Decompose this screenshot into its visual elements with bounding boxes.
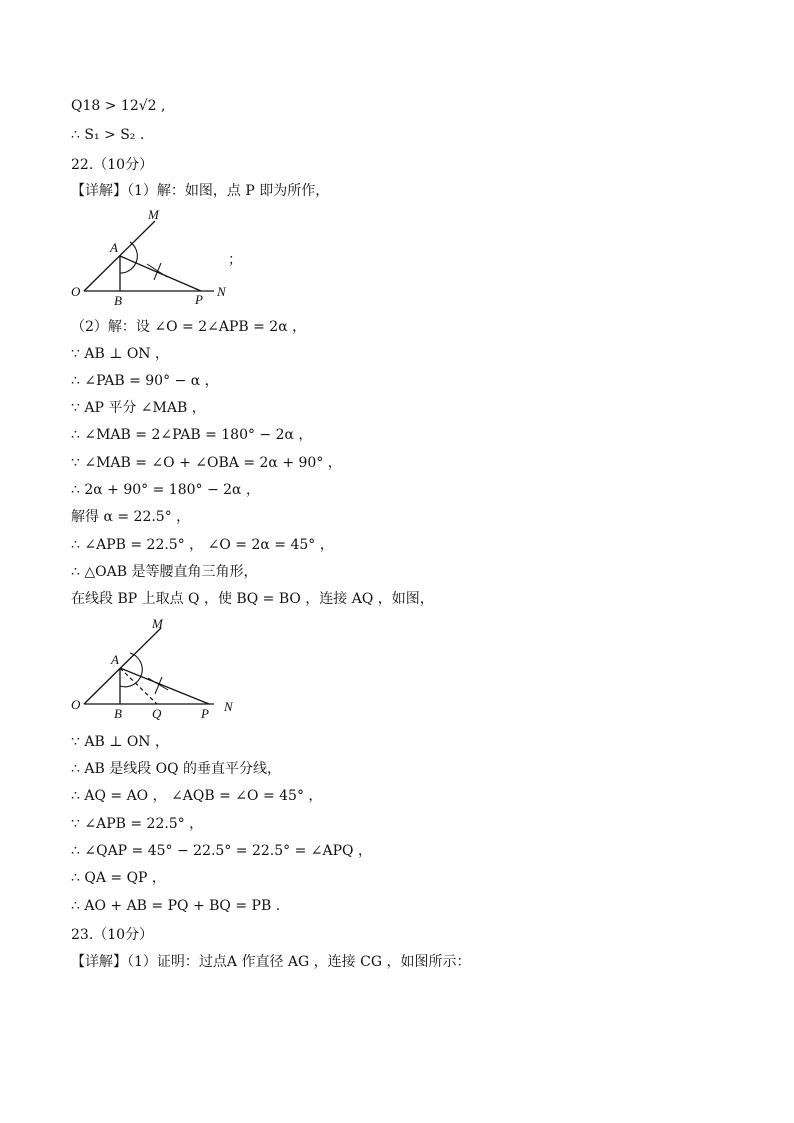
label-n: N (224, 699, 233, 714)
label-o: O (71, 284, 81, 299)
text-line-19: ∵ ∠APB = 22.5° ， (71, 816, 204, 832)
label-p: P (195, 292, 203, 307)
text-line-6: ∵ AB ⊥ ON ， (71, 346, 169, 362)
detail-part1-line: 【详解】（1）解：如图，点 P 即为所作， (71, 183, 330, 199)
label-n: N (217, 284, 226, 299)
text-line-11: ∴ 2α + 90° = 180° − 2α ， (71, 482, 260, 498)
label-b: B (114, 293, 122, 308)
text-line-8: ∵ AP 平分 ∠MAB ， (71, 400, 206, 416)
text-line-17: ∴ AB 是线段 OQ 的垂直平分线， (71, 761, 282, 777)
ray-om-line (84, 628, 161, 704)
text-line-16: ∵ AB ⊥ ON ， (71, 734, 169, 750)
label-a: A (110, 240, 118, 255)
construction-figure-1 (64, 205, 254, 310)
label-q: Q (152, 706, 162, 721)
text-line-1: Q18 > 12√2 , (71, 98, 166, 114)
text-line-22: ∴ AO + AB = PQ + BQ = PB . (71, 898, 281, 914)
text-line-2: ∴ S₁ > S₂ . (71, 127, 145, 143)
label-a: A (111, 652, 119, 667)
text-line-7: ∴ ∠PAB = 90° − α ， (71, 373, 219, 389)
figure1-trailing-mark: ； (228, 252, 242, 268)
segment-ap (120, 256, 201, 291)
arc-cross-a (148, 678, 168, 690)
text-line-20: ∴ ∠QAP = 45° − 22.5° = 22.5° = ∠APQ ， (71, 843, 372, 859)
segment-ap (120, 668, 209, 704)
label-b: B (114, 706, 122, 721)
question-23-heading: 23.（10分） (71, 927, 154, 943)
text-line-15: 在线段 BP 上取点 Q ，使 BQ = BO ，连接 AQ ，如图， (71, 591, 434, 607)
label-m: M (148, 207, 159, 222)
label-p: P (201, 706, 209, 721)
label-m: M (152, 616, 163, 631)
detail-part2-line: （2）解：设 ∠O = 2∠APB = 2α ， (71, 319, 307, 335)
text-line-21: ∴ QA = QP ， (71, 870, 166, 886)
text-line-13: ∴ ∠APB = 22.5° ， ∠O = 2α = 45° ， (71, 537, 334, 553)
text-line-10: ∵ ∠MAB = ∠O + ∠OBA = 2α + 90° ， (71, 455, 342, 471)
detail-q23-line: 【详解】（1）证明：过点A 作直径 AG ，连接 CG ，如图所示： (71, 954, 471, 970)
segment-aq-dashed (120, 668, 157, 704)
text-line-9: ∴ ∠MAB = 2∠PAB = 180° − 2α ， (71, 427, 313, 443)
construction-figure-2 (64, 614, 254, 724)
question-22-heading: 22.（10分） (71, 157, 154, 173)
text-line-14: ∴ △OAB 是等腰直角三角形， (71, 564, 258, 580)
text-line-18: ∴ AQ = AO ， ∠AQB = ∠O = 45° ， (71, 788, 323, 804)
label-o: O (71, 697, 81, 712)
text-line-12: 解得 α = 22.5° ， (71, 509, 191, 525)
arc-cross-a (147, 264, 167, 277)
